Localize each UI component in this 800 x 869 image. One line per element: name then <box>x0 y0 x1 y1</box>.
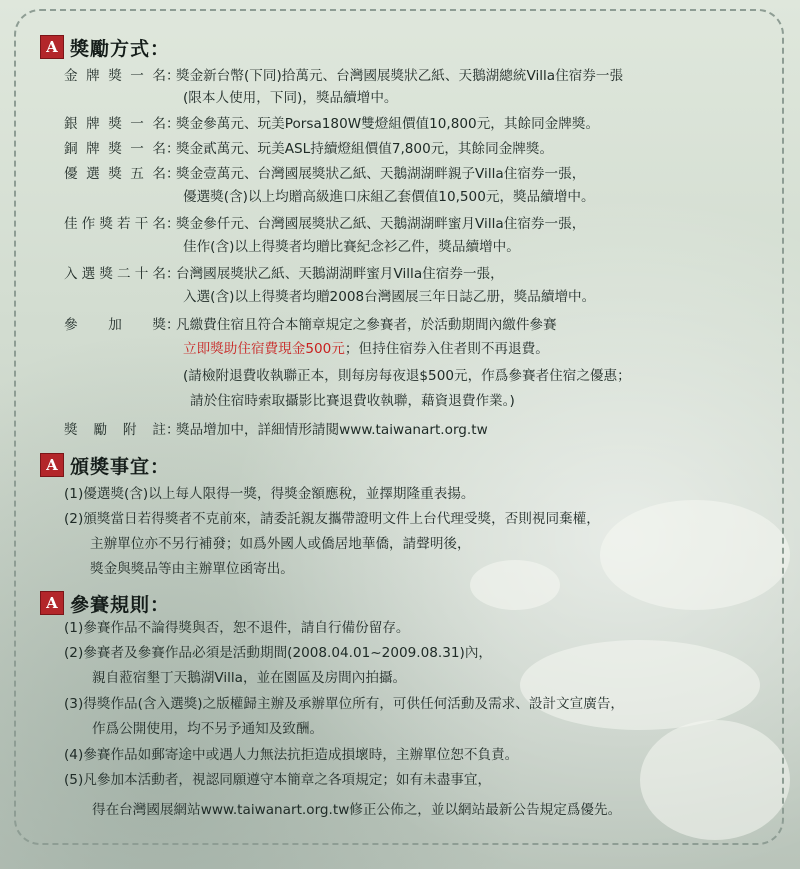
award-item: 入選獎二十名：台灣國展獎狀乙紙、天鵝湖湖畔蜜月Villa住宿券一張， <box>64 266 504 282</box>
ceremony-line: 獎金與獎品等由主辦單位函寄出。 <box>90 561 294 577</box>
ceremony-line: 主辦單位亦不另行補發；如爲外國人或僑居地華僑，請聲明後， <box>90 536 471 552</box>
award-note: 請於住宿時索取攝影比賽退費收執聯，藉資退費作業。) <box>190 393 515 409</box>
award-item: 銀牌獎一名：獎金參萬元、玩美Porsa180W雙燈組價值10,800元，其餘同金牌獎。 <box>64 116 600 132</box>
ceremony-line: (1)優選獎(含)以上每人限得一獎，得獎金額應稅，並擇期隆重表揚。 <box>64 486 475 502</box>
award-item-cont: 佳作(含)以上得獎者均贈比賽紀念衫乙件，獎品續增中。 <box>183 239 520 255</box>
highlight-text: 立即獎助住宿費現金500元 <box>183 341 345 357</box>
rules-line: 親自蒞宿墾丁天鵝湖Villa，並在園區及房間內拍攝。 <box>92 670 407 686</box>
section-marker-icon: A <box>40 453 64 477</box>
award-item: 優選獎五名：獎金壹萬元、台灣國展獎狀乙紙、天鵝湖湖畔親子Villa住宿券一張， <box>64 166 586 182</box>
rules-line: 得在台灣國展網站www.taiwanart.org.tw修正公佈之，並以網站最新公告規定爲優先。 <box>92 802 622 818</box>
section-header-rules <box>40 590 170 616</box>
section-marker-icon: A <box>40 591 64 615</box>
rules-line: (3)得獎作品(含入選獎)之版權歸主辦及承辦單位所有，可供任何活動及需求、設計文宣廣告， <box>64 696 625 712</box>
award-note: (請檢附退費收執聯正本，則每房每夜退$500元，作爲參賽者住宿之優惠； <box>183 368 631 384</box>
award-item: 金牌獎一名：獎金新台幣(下同)拾萬元、台灣國展獎狀乙紙、天鵝湖總統Villa住宿券一張 <box>64 68 624 84</box>
rules-line: 作爲公開使用，均不另予通知及致酬。 <box>92 721 324 737</box>
rules-line: (2)參賽者及參賽作品必須是活動期間(2008.04.01~2009.08.31)內， <box>64 645 493 661</box>
rules-line: (5)凡參加本活動者，視認同願遵守本簡章之各項規定；如有未盡事宜， <box>64 772 492 788</box>
award-item-cont: 優選獎(含)以上均贈高級進口床組乙套價值10,500元，獎品續增中。 <box>183 189 595 205</box>
section-header-awards <box>40 34 170 60</box>
section-title-awards: 獎勵方式： <box>70 37 171 60</box>
award-item: 佳作獎若干名：獎金參仟元、台灣國展獎狀乙紙、天鵝湖湖畔蜜月Villa住宿券一張， <box>64 216 586 232</box>
rules-line: (1)參賽作品不論得獎與否，恕不退件，請自行備份留存。 <box>64 620 410 636</box>
section-marker-icon: A <box>40 35 64 59</box>
ceremony-line: (2)頒獎當日若得獎者不克前來，請委託親友攜帶證明文件上台代理受獎，否則視同棄權， <box>64 511 600 527</box>
award-item-cont: 立即獎助住宿費現金500元；但持住宿券入住者則不再退費。 <box>183 341 549 357</box>
award-item: 參加獎：凡繳費住宿且符合本簡章規定之參賽者，於活動期間內繳件參賽 <box>64 317 557 333</box>
rules-line: (4)參賽作品如郵寄途中或遇人力無法抗拒造成損壞時，主辦單位恕不負責。 <box>64 747 519 763</box>
award-item: 銅牌獎一名：獎金貳萬元、玩美ASL持續燈組價值7,800元，其餘同金牌獎。 <box>64 141 554 157</box>
award-footnote: 獎勵附註：獎品增加中，詳細情形請閱www.taiwanart.org.tw <box>64 422 488 438</box>
section-header-ceremony <box>40 452 170 478</box>
section-title-rules: 參賽規則： <box>70 593 171 616</box>
section-title-ceremony: 頒獎事宜： <box>70 455 171 478</box>
award-item-cont: (限本人使用，下同)，獎品續增中。 <box>183 90 398 106</box>
award-item-cont: 入選(含)以上得獎者均贈2008台灣國展三年日誌乙册，獎品續增中。 <box>183 289 596 305</box>
